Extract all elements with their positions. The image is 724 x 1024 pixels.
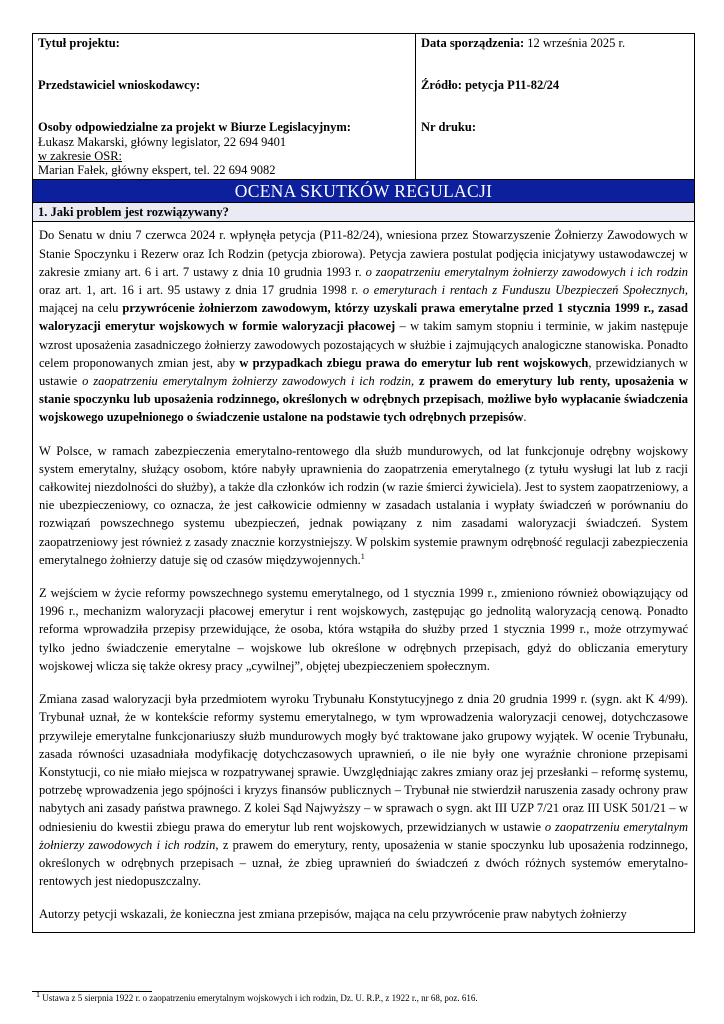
person-expert: Marian Fałek, główny ekspert, tel. 22 694 9082 xyxy=(38,163,276,178)
osr-document xyxy=(32,33,694,933)
osr-scope-label: w zakresie OSR: xyxy=(38,148,123,163)
date-value: 12 września 2025 r. xyxy=(527,36,626,50)
footnote-text: Ustawa z 5 sierpnia 1922 r. o zaopatrzeniu emerytalnym wojskowych i ich rodzin, Dz. U. R.P., z 1922 r., nr 68, poz. 616. xyxy=(40,993,478,1003)
paragraph-5: Autorzy petycji wskazali, że konieczna jest zmiana przepisów, mająca na celu przywrócenie praw nabytych żołnierzy xyxy=(39,907,627,922)
question-row xyxy=(33,203,695,222)
question-1-body xyxy=(33,222,695,932)
source-label: Źródło: petycja P11-82/24 xyxy=(421,78,560,93)
print-number-label: Nr druku: xyxy=(421,120,476,135)
footnote-marker: 1 xyxy=(36,990,40,999)
body-row xyxy=(33,222,695,932)
paragraph-1: Do Senatu w dniu 7 czerwca 2024 r. wpłynęła petycja (P11-82/24), wniesiona przez Stowarzyszenie Żołnierzy Zawodowych w Stanie Spoczynku i Rezerw oraz Ich Rodzin (petycja zbiorowa). Petycja zawiera postulat podjęcia inicjatywy ustawodawczej w zakresie zmiany art. 6 i art. 7 ustawy z dnia 10 grudnia 1993 r. o zaopatrzeniu emerytalnym żołnierzy zawodowych i ich rodzin oraz art. 1, art. 16 i art. 95 ustawy z dnia 17 grudnia 1998 r. o emeryturach i rentach z Funduszu Ubezpieczeń Społecznych, mającej na celu przywrócenie żołnierzom zawodowym, którzy uzyskali prawa emerytalne przed 1 stycznia 1999 r., zasad waloryzacji emerytur wojskowych w formie waloryzacji płacowej – w takim samym stopniu i terminie, w jakim następuje wzrost uposażenia zasadniczego żołnierzy zawodowych pozostających w służbie i zajmujących analogiczne stanowiska. Ponadto celem proponowanych zmian jest, aby w przypadkach zbiegu prawa do emerytur lub rent wojskowych, przewidzianych w ustawie o zaopatrzeniu emerytalnym żołnierzy zawodowych i ich rodzin, z prawem do emerytury lub renty, uposażenia w stanie spoczynku lub uposażenia rodzinnego, określonych w odrębnych przepisach, możliwe było wypłacanie świadczenia wojskowego uzupełnionego o świadczenie ustalone na podstawie tych odrębnych przepisów. xyxy=(39,228,689,425)
footnote-separator xyxy=(32,991,152,992)
project-info-cell xyxy=(33,34,416,180)
title-row xyxy=(33,180,695,203)
person-legislator: Łukasz Makarski, główny legislator, 22 694 9401 xyxy=(38,134,287,149)
question-1-heading: 1. Jaki problem jest rozwiązywany? xyxy=(33,203,695,222)
osr-form-table xyxy=(32,33,695,933)
header-row xyxy=(33,34,695,180)
persons-label: Osoby odpowiedzialne za projekt w Biurze Legislacyjnym: xyxy=(38,120,351,135)
date-label: Data sporządzenia: xyxy=(421,36,525,50)
document-title: OCENA SKUTKÓW REGULACJI xyxy=(33,180,695,203)
paragraph-3: Z wejściem w życie reformy powszechnego systemu emerytalnego, od 1 stycznia 1999 r., zmieniono również obowiązujący od 1996 r., mechanizm waloryzacji płacowej emerytur i rent wojskowych, zastępując go jednolitą waloryzacją cenową. Ponadto reforma wprowadziła przepisy przewidujące, że osoba, która wstąpiła do służby przed 1 stycznia 1999 r., może otrzymywać tylko jedno świadczenie emerytalne – wojskowe lub określone w odrębnych przepisach, gdyż do obliczania emerytury wojskowej wlicza się także okresy pracy „cywilnej”, objętej ubezpieczeniem społecznym. xyxy=(39,586,688,673)
project-title-label: Tytuł projektu: xyxy=(38,36,120,50)
meta-info-cell xyxy=(416,34,695,180)
footnote xyxy=(36,990,478,1004)
footnote-ref[interactable]: 1 xyxy=(360,551,365,561)
paragraph-2: W Polsce, w ramach zabezpieczenia emerytalno-rentowego dla służb mundurowych, od lat funkcjonuje odrębny wojskowy system emerytalny, służący osobom, które nabyły uprawnienia do zaopatrzenia emerytalnego (z tytułu wysługi lat lub z racji całkowitej niezdolności do służby), a także dla członków ich rodzin (w razie śmierci żywiciela). Jest to system zaopatrzeniowy, a nie ubezpieczeniowy, co oznacza, że jest całkowicie odmienny w zasadach ustalania i wypłaty świadczeń w porównaniu do rozwiązań powszechnego systemu ubezpieczeń, jednak powiązany z nim zasadami waloryzacji świadczeń. System zaopatrzeniowy jest również z zasady znacznie korzystniejszy. W polskim systemie prawnym odrębność regulacji zabezpieczenia emerytalnego żołnierzy datuje się od czasów międzywojennych.$^1$ xyxy=(39,443,688,567)
representative-label: Przedstawiciel wnioskodawcy: xyxy=(38,78,201,93)
paragraph-4: Zmiana zasad waloryzacji była przedmiotem wyroku Trybunału Konstytucyjnego z dnia 20 grudnia 1999 r. (sygn. akt K 4/99). Trybunał uznał, że w kontekście reformy systemu emerytalnego, w tym wprowadzenia waloryzacji cenowej, dotychczasowe przywileje emerytalne funkcjonariuszy służb mundurowych mogły być traktowane jako grupowy wyjątek. W ocenie Trybunału, zasada równości uzasadniała modyfikację dotychczasowych uprawnień, o ile nie były one wyraźnie chronione przepisami Konstytucji, co nie miało miejsca w rozpatrywanej sprawie. Uwzględniając zakres zmiany oraz jej przesłanki – reformę systemu, potrzebę wprowadzenia jego spójności i kryzys finansów publicznych – Trybunał nie stwierdził naruszenia zasady ochrony praw nabytych ani zasady państwa prawnego. Z kolei Sąd Najwyższy – w sprawach o sygn. akt III UZP 7/21 oraz III USK 501/21 – w odniesieniu do kwestii zbiegu prawa do emerytur lub rent wojskowych, przewidzianych w ustawie o zaopatrzeniu emerytalnym żołnierzy zawodowych i ich rodzin, z prawem do emerytury, renty, uposażenia w stanie spoczynku lub uposażenia rodzinnego, określonych w odrębnych przepisach – uznał, że zbieg uprawnień do świadczeń z dwóch różnych systemów emerytalno-rentowych jest niedopuszczalny. xyxy=(39,692,688,889)
